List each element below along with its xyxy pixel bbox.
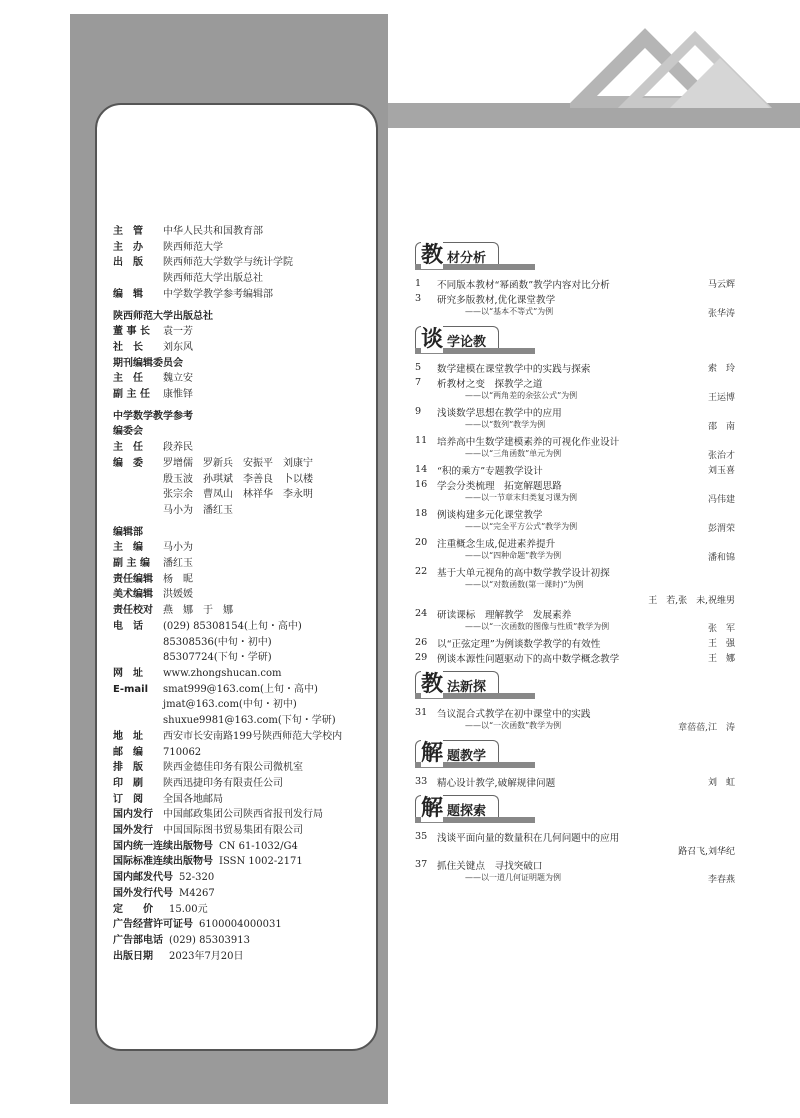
masthead-row: [113, 792, 375, 808]
table-of-contents: [415, 236, 735, 886]
masthead-label: 副 主 编: [113, 558, 150, 570]
article-author: 张治才: [707, 451, 735, 461]
masthead-label: 董 事 长: [113, 326, 150, 338]
masthead-value: 中学数学教学参考编辑部: [163, 288, 273, 300]
section-initial: 教: [421, 667, 443, 698]
masthead-label: 主 任: [113, 442, 143, 454]
article-subtitle: [415, 419, 735, 433]
article-subtitle: [415, 306, 735, 320]
masthead-value: smat999@163.com(上旬・高中): [163, 683, 318, 695]
article-author: 王 强: [707, 639, 735, 649]
page-number: 9: [415, 406, 422, 417]
masthead-row: [113, 371, 375, 387]
masthead-values: [163, 807, 323, 823]
masthead-row: [113, 340, 375, 356]
toc-entry: [415, 564, 735, 606]
subtitle-text: ——以“一次函数的图像与性质”教学为例: [465, 622, 610, 631]
article-subtitle: [415, 621, 735, 635]
subtitle-text: ——以“对数函数(第一课时)”为例: [465, 580, 584, 589]
subtitle-text: ——以“数列”教学为例: [465, 420, 546, 429]
board-subheading: 编委会: [113, 426, 143, 438]
masthead-row: [113, 287, 375, 303]
article-author: 刘 虹: [707, 778, 735, 788]
page-number: 26: [415, 637, 428, 648]
article-title: 培养高中生数学建模素养的可视化作业设计: [437, 436, 620, 448]
masthead-value: 85308536(中旬・初中): [163, 636, 272, 648]
masthead-row: [113, 540, 375, 556]
subtitle-text: ——以一节章末归类复习课为例: [465, 493, 577, 502]
masthead-value: 710062: [163, 746, 202, 758]
masthead-value: 罗增儒 罗新兵 安振平 刘康宁: [163, 457, 313, 469]
article-title: 研究多版教材,优化课堂教学: [437, 294, 556, 306]
masthead-row: [113, 807, 375, 823]
toc-entry: [415, 375, 735, 404]
masthead-label: 电 话: [113, 620, 143, 632]
masthead-value: 陕西师范大学: [163, 241, 223, 253]
page-number: 11: [415, 435, 428, 446]
masthead-row: [113, 760, 375, 776]
article-author: 王 娜: [707, 654, 735, 664]
article-subtitle: [415, 579, 735, 593]
masthead-values: [163, 240, 223, 256]
toc-entry-main: [415, 276, 735, 291]
article-author: 邵 南: [707, 422, 735, 432]
toc-entry-main: [415, 506, 735, 521]
masthead-value: www.zhongshucan.com: [163, 667, 282, 679]
masthead-value: 马小为 潘红玉: [163, 504, 233, 516]
masthead-value: M4267: [179, 887, 215, 899]
page-number: 37: [415, 859, 428, 870]
article-title: 不同版本教材“幂函数”教学内容对比分析: [437, 279, 610, 291]
page-number: 3: [415, 293, 422, 304]
masthead-label: 责任校对: [113, 605, 153, 617]
masthead-value: jmat@163.com(中旬・初中): [163, 699, 297, 711]
board-heading: 中学数学教学参考: [113, 410, 193, 422]
article-title: 以“正弦定理”为例谈数学教学的有效性: [437, 638, 601, 650]
article-title: 刍议混合式教学在初中课堂中的实践: [437, 708, 591, 720]
toc-section-header: [415, 326, 735, 352]
page-number: 24: [415, 608, 428, 619]
masthead-row: [113, 224, 375, 240]
masthead-row: [113, 933, 375, 949]
toc-entry: [415, 462, 735, 477]
toc-entry-main: [415, 606, 735, 621]
toc-entry-main: [415, 774, 735, 789]
toc-entry-main: [415, 829, 735, 844]
article-author: 章蓓蓓,江 涛: [678, 723, 735, 733]
masthead-row: [113, 255, 375, 286]
toc-entry-main: [415, 404, 735, 419]
subtitle-text: ——以“四种命题”教学为例: [465, 551, 562, 560]
masthead-values: [163, 587, 193, 603]
masthead-label: 国外发行: [113, 825, 153, 837]
article-title: 基于大单元视角的高中数学教学设计初探: [437, 567, 610, 579]
masthead-value: 陕西金德佳印务有限公司微机室: [163, 762, 303, 774]
article-subtitle: [415, 492, 735, 506]
masthead-value: 刘东风: [163, 341, 193, 353]
masthead-value: 全国各地邮局: [163, 793, 223, 805]
masthead-values: [163, 745, 201, 761]
toc-entry-main: [415, 433, 735, 448]
masthead-label: 国际标准连续出版物号: [113, 856, 213, 868]
article-author: 刘玉喜: [707, 466, 735, 476]
section-initial: 谈: [421, 322, 443, 353]
masthead-values: [163, 666, 282, 682]
masthead-values: [163, 456, 313, 519]
masthead-row: [113, 886, 375, 902]
toc-entry-main: [415, 375, 735, 390]
masthead-values: [163, 255, 293, 286]
masthead-row: [113, 870, 375, 886]
subtitle-text: ——以一道几何证明题为例: [465, 873, 561, 882]
article-title: 注重概念生成,促进素养提升: [437, 538, 556, 550]
masthead-value: 潘红玉: [163, 558, 193, 570]
toc-section-header: [415, 795, 735, 821]
article-author: 王 若,张 未,祝维男: [648, 596, 735, 606]
masthead-row: [113, 949, 375, 965]
masthead-row: [113, 240, 375, 256]
toc-entry: [415, 291, 735, 320]
masthead-value: 马小为: [163, 542, 193, 554]
masthead-values: [163, 371, 193, 387]
subtitle-text: ——以“完全平方公式”教学为例: [465, 522, 578, 531]
toc-entry-main: [415, 291, 735, 306]
toc-entry-main: [415, 705, 735, 720]
masthead-row: [113, 917, 375, 933]
article-title: 例谈本源性问题驱动下的高中数学概念教学: [437, 653, 620, 665]
toc-entry: [415, 506, 735, 535]
masthead-label: 主 编: [113, 542, 143, 554]
masthead-label: 订 阅: [113, 793, 143, 805]
masthead-row: [113, 587, 375, 603]
toc-entry: [415, 477, 735, 506]
article-subtitle: [415, 390, 735, 404]
masthead-values: [163, 540, 193, 556]
masthead-row: [113, 572, 375, 588]
page-number: 1: [415, 278, 422, 289]
masthead-value: 陕西迅捷印务有限责任公司: [163, 777, 283, 789]
section-title: 法新探: [447, 680, 487, 695]
masthead-row: [113, 823, 375, 839]
masthead-value: (029) 85303913: [169, 934, 250, 946]
masthead-value: (029) 85308154(上旬・高中): [163, 620, 302, 632]
section-title: 题探索: [447, 804, 487, 819]
masthead-info: [113, 224, 375, 964]
section-initial: 教: [421, 238, 443, 269]
toc-entry-main: [415, 535, 735, 550]
article-author: 潘和锦: [707, 553, 735, 563]
masthead-value: 中国邮政集团公司陕西省报刊发行局: [163, 809, 323, 821]
masthead-label: E-mail: [113, 683, 149, 695]
page-number: 29: [415, 652, 428, 663]
masthead-row: [113, 556, 375, 572]
masthead-values: [163, 224, 263, 240]
masthead-values: [163, 556, 193, 572]
toc-entry: [415, 857, 735, 886]
masthead-label: 广告经营许可证号: [113, 919, 193, 931]
subtitle-text: ——以“两角差的余弦公式”为例: [465, 391, 578, 400]
masthead-label: 编 委: [113, 457, 143, 469]
masthead-label: 出版日期: [113, 950, 153, 962]
masthead-row: [113, 666, 375, 682]
article-title: 精心设计教学,破解规律问题: [437, 777, 556, 789]
section-title: 材分析: [447, 251, 487, 266]
masthead-row: [113, 324, 375, 340]
masthead-values: [163, 823, 303, 839]
article-title: 数学建模在课堂教学中的实践与探索: [437, 363, 591, 375]
masthead-row: [113, 776, 375, 792]
toc-entry: [415, 635, 735, 650]
page-number: 16: [415, 479, 428, 490]
masthead-value: 15.00元: [169, 903, 208, 915]
masthead-label: 社 长: [113, 341, 143, 353]
masthead-value: 陕西师范大学数学与统计学院: [163, 257, 293, 269]
masthead-row: [113, 902, 375, 918]
article-author: 路召飞,刘华纪: [678, 847, 735, 857]
page-number: 20: [415, 537, 428, 548]
masthead-label: 责任编辑: [113, 573, 153, 585]
article-title: 抓住关键点 寻找突破口: [437, 860, 543, 872]
masthead-value: 袁一芳: [163, 326, 193, 338]
article-author: 冯伟建: [707, 495, 735, 505]
toc-entry-main: [415, 564, 735, 579]
masthead-value: 52-320: [179, 872, 215, 884]
masthead-row: [113, 682, 375, 729]
article-title: “积的乘方”专题教学设计: [437, 465, 543, 477]
masthead-value: 康惟铎: [163, 389, 193, 401]
masthead-values: [163, 682, 336, 729]
publisher-heading: 陕西师范大学出版总社: [113, 310, 213, 322]
masthead-values: [163, 760, 303, 776]
toc-entry-main: [415, 857, 735, 872]
masthead-label: 编 辑: [113, 288, 143, 300]
toc-entry: [415, 650, 735, 665]
masthead-value: 85307724(下旬・学研): [163, 652, 272, 664]
masthead-row: [113, 729, 375, 745]
page-number: 14: [415, 464, 428, 475]
masthead-label: 定 价: [113, 903, 153, 915]
masthead-label: 出 版: [113, 257, 143, 269]
masthead-label: 主 管: [113, 226, 143, 237]
decorative-roof-graphic: [570, 8, 790, 108]
page-number: 18: [415, 508, 428, 519]
masthead-row: [113, 745, 375, 761]
masthead-label: 美术编辑: [113, 589, 153, 601]
masthead-label: 主 任: [113, 373, 143, 385]
article-author: 彭渭荣: [707, 524, 735, 534]
toc-entry-main: [415, 635, 735, 650]
masthead-values: [163, 340, 193, 356]
section-title: 题教学: [447, 749, 487, 764]
masthead-value: 西安市长安南路199号陕西师范大学校内: [163, 730, 343, 742]
article-author: 索 玲: [707, 364, 735, 374]
masthead-label: 副 主 任: [113, 389, 150, 401]
toc-entry-main: [415, 477, 735, 492]
toc-entry: [415, 404, 735, 433]
toc-entry: [415, 705, 735, 734]
masthead-label: 广告部电话: [113, 934, 163, 946]
article-subtitle: [415, 872, 735, 886]
masthead-row: [113, 839, 375, 855]
masthead-label: 国外发行代号: [113, 887, 173, 899]
masthead-row: [113, 387, 375, 403]
masthead-values: [163, 287, 273, 303]
article-title: 析教材之变 探教学之道: [437, 378, 543, 390]
page-number: 5: [415, 362, 422, 373]
committee-heading: 期刊编辑委员会: [113, 357, 183, 369]
article-subtitle: [415, 720, 735, 734]
article-author: 王运博: [707, 393, 735, 403]
toc-entry-main: [415, 650, 735, 665]
masthead-label: 排 版: [113, 762, 143, 774]
toc-entry: [415, 433, 735, 462]
article-subtitle: [415, 521, 735, 535]
office-heading: 编辑部: [113, 526, 143, 538]
masthead-value: 中国国际图书贸易集团有限公司: [163, 825, 303, 837]
masthead-values: [163, 776, 283, 792]
masthead-value: 2023年7月20日: [169, 950, 244, 962]
masthead-row: [113, 440, 375, 456]
article-title: 浅谈平面向量的数量积在几何问题中的应用: [437, 832, 620, 844]
masthead-row: [113, 603, 375, 619]
masthead-label: 主 办: [113, 241, 143, 253]
masthead-value: 殷玉波 孙琪斌 李善良 卜以楼: [163, 473, 313, 485]
masthead-label: 国内发行: [113, 809, 153, 821]
masthead-values: [163, 729, 342, 745]
page-number: 33: [415, 776, 428, 787]
article-title: 例谈构建多元化课堂教学: [437, 509, 543, 521]
masthead-row: [113, 619, 375, 666]
toc-entry: [415, 276, 735, 291]
toc-entry-main: [415, 360, 735, 375]
toc-entry: [415, 535, 735, 564]
page-number: 7: [415, 377, 422, 388]
article-author: 马云辉: [707, 280, 735, 290]
masthead-value: ISSN 1002-2171: [219, 856, 303, 868]
masthead-value: 张宗余 曹凤山 林祥华 李永明: [163, 489, 313, 501]
masthead-label: 地 址: [113, 730, 143, 742]
masthead-value: 魏立安: [163, 373, 193, 385]
toc-entry: [415, 829, 735, 857]
masthead-values: [163, 792, 223, 808]
article-author: 张华涛: [707, 309, 735, 319]
article-subtitle: [415, 448, 735, 462]
toc-section-header: [415, 242, 735, 268]
masthead-label: 印 刷: [113, 777, 143, 789]
section-title: 学论教: [447, 335, 487, 350]
subtitle-text: ——以“三角函数”单元为例: [465, 449, 562, 458]
toc-entry: [415, 360, 735, 375]
masthead-values: [163, 619, 302, 666]
toc-entry: [415, 606, 735, 635]
masthead-value: CN 61-1032/G4: [219, 840, 298, 852]
page-number: 35: [415, 831, 428, 842]
masthead-label: 国内邮发代号: [113, 872, 173, 884]
subtitle-text: ——以“一次函数”教学为例: [465, 721, 562, 730]
article-author: 张 军: [707, 624, 735, 634]
masthead-label: 邮 编: [113, 746, 143, 758]
masthead-value: 6100004000031: [199, 919, 282, 931]
masthead-label: 网 址: [113, 667, 143, 679]
section-initial: 解: [421, 791, 443, 822]
masthead-value: 段养民: [163, 442, 193, 454]
masthead-row: [113, 456, 375, 519]
toc-section-header: [415, 671, 735, 697]
masthead-values: [163, 603, 233, 619]
page-number: 22: [415, 566, 428, 577]
masthead-row: [113, 854, 375, 870]
masthead-value: shuxue9981@163.com(下旬・学研): [163, 715, 336, 727]
page-number: 31: [415, 707, 428, 718]
masthead-value: 陕西师范大学出版总社: [163, 273, 263, 285]
article-author: 李春燕: [707, 875, 735, 885]
masthead-value: 燕 娜 于 娜: [163, 605, 233, 617]
toc-entry-main: [415, 462, 735, 477]
toc-entry: [415, 774, 735, 789]
masthead-value: 中华人民共和国教育部: [163, 226, 263, 237]
article-title: 浅谈数学思想在教学中的应用: [437, 407, 562, 419]
section-initial: 解: [421, 736, 443, 767]
masthead-values: [163, 324, 193, 340]
masthead-value: 洪媛媛: [163, 589, 193, 601]
article-title: 研读课标 理解教学 发展素养: [437, 609, 572, 621]
masthead-values: [163, 572, 193, 588]
article-title: 学会分类梳理 拓宽解题思路: [437, 480, 562, 492]
masthead-value: 杨 昵: [163, 573, 193, 585]
toc-section-header: [415, 740, 735, 766]
masthead-label: 国内统一连续出版物号: [113, 840, 213, 852]
subtitle-text: ——以“基本不等式”为例: [465, 307, 554, 316]
masthead-values: [163, 387, 193, 403]
article-subtitle: [415, 550, 735, 564]
masthead-values: [163, 440, 193, 456]
